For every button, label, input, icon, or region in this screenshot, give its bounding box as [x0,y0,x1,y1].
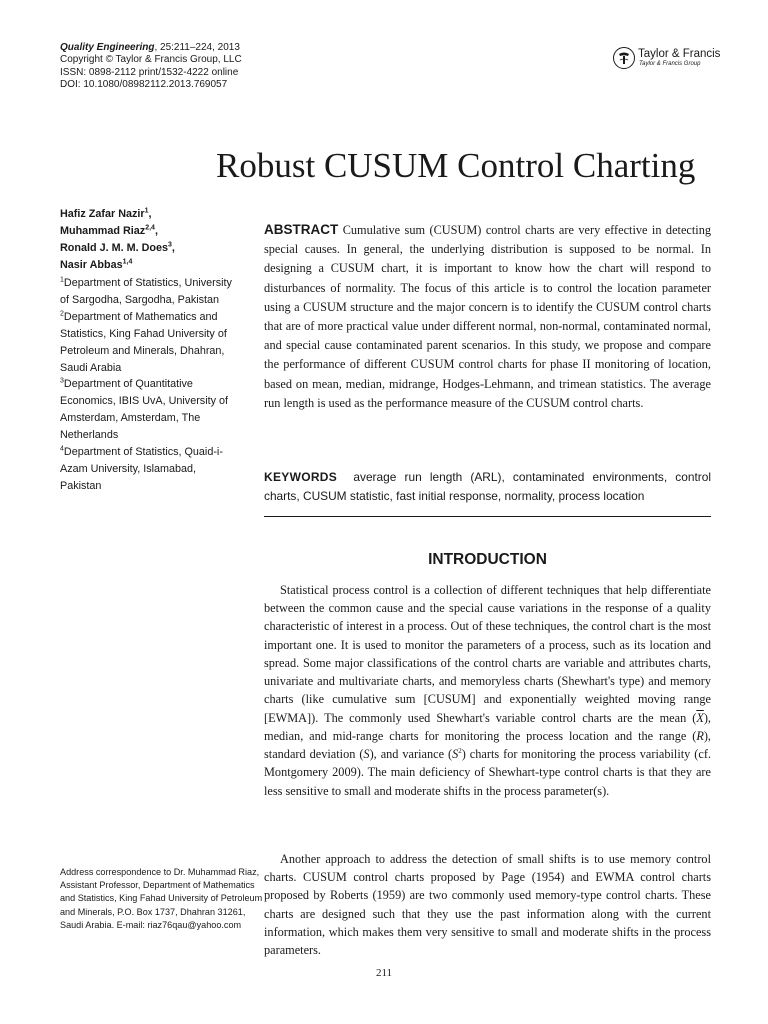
author-list [60,206,240,274]
publisher-emblem-icon [612,46,636,70]
abstract [264,220,711,413]
author-item: Muhammad Riaz$^{2,4}$, [60,224,158,237]
article-title: Robust CUSUM Control Charting [216,146,696,185]
affiliation-item: $^3$Department of Quantitative Economics, IBIS UvA, University of Amsterdam, Amsterdam, The Netherlands [60,377,229,442]
issn-line: ISSN: 0898-2112 print/1532-4222 online [60,66,239,78]
author-item: Ronald J. M. M. Does$^3$, [60,241,175,254]
journal-volume: , 25:211–224, 2013 [154,42,240,53]
correspondence-text: Address correspondence to Dr. Muhammad Riaz, Assistant Professor, Department of Mathematics and Statistics, King Fahad University of Petroleum and Minerals, P.O. Box 1737, Dhahran 31261, Saudi Arabia. E-mail: riaz76qau@yahoo.com [60,867,263,930]
introduction-paragraph: Another approach to address the detection of small shifts is to use memory control charts. CUSUM control charts proposed by Page (1954) and EWMA control charts proposed by Roberts (1959) are two commonly used memory-type control charts. These charts are designed such that they use the past information along with the current information, which makes them very sensitive to small and moderate shifts in the process parameters. [264,852,711,958]
page-number: 211 [375,967,393,979]
keywords [264,468,711,506]
journal-citation [60,42,360,54]
keywords-heading: KEYWORDS [264,470,338,484]
introduction-paragraph: Statistical process control is a collection of different techniques that help differentiate between the common cause and the special cause variations in the response of a quality characteristic of interest in a process. Out of these techniques, the control chart is the most important one. It is used to monitor the parameters of a process, such as its location and spread. Some major classifications of the control charts are variable and attributes charts, univariate and multivariate charts, and memoryless charts (Shewhart's type) and memory charts (like cumulative sum [CUSUM] and exponentially weighted moving range [EWMA]). The commonly used Shewhart's variable control charts are the mean $(\overline{X})$, median, and mid-range charts for monitoring the process location and the range (R), standard deviation (S), and variance $(S^2)$ charts for monitoring the process variability (cf. Montgomery 2009). The main deficiency of Shewhart-type control charts is that they are less sensitive to small and moderate shifts in the process parameter(s). [264,583,711,798]
affiliation-item: $^2$Department of Mathematics and Statistics, King Fahad University of Petroleum and Minerals, Dhahran, Saudi Arabia [60,310,227,374]
affiliation-list [60,275,240,495]
xbar-symbol: $\overline{X}$ [696,710,704,725]
keywords-text: average run length (ARL), contaminated environments, control charts, CUSUM statistic, fast initial response, normality, process location [264,470,711,504]
section-divider [264,516,711,517]
author-item: Hafiz Zafar Nazir$^1$, [60,207,152,220]
publisher-group: Taylor & Francis Group [639,61,701,67]
copyright-line: Copyright © Taylor & Francis Group, LLC [60,54,242,66]
abstract-heading: ABSTRACT [264,222,339,237]
introduction-heading: INTRODUCTION [428,551,547,568]
doi-line: DOI: 10.1080/08982112.2013.769057 [60,78,228,90]
author-item: Nasir Abbas$^{1,4}$ [60,258,133,271]
affiliation-item: $^4$Department of Statistics, Quaid-i-Azam University, Islamabad, Pakistan [60,445,223,492]
publisher-name: Taylor & Francis [638,48,721,60]
journal-name: Quality Engineering [60,42,155,53]
publisher-logo [612,44,722,74]
abstract-text: Cumulative sum (CUSUM) control charts are very effective in detecting special causes. In general, the underlying distribution is supposed to be normal. In designing a CUSUM chart, it is important to know how the chart will respond to disturbances of normality. The focus of this article is to control the location parameter using a CUSUM structure and the major concern is to identify the CUSUM control charts that are of more practical value under different normal, non-normal, contaminated normal, and special cause contaminated parent scenarios. In this study, we propose and compare the performance of different CUSUM control charts for phase II monitoring of location, based on mean, median, midrange, Hodges-Lehmann, and trimean statistics. The average run length is used as the performance measure of the CUSUM control charts. [264,223,712,410]
journal-info [60,42,360,91]
correspondence-note [60,866,265,932]
affiliation-item: $^1$Department of Statistics, University of Sargodha, Sargodha, Pakistan [60,276,232,306]
